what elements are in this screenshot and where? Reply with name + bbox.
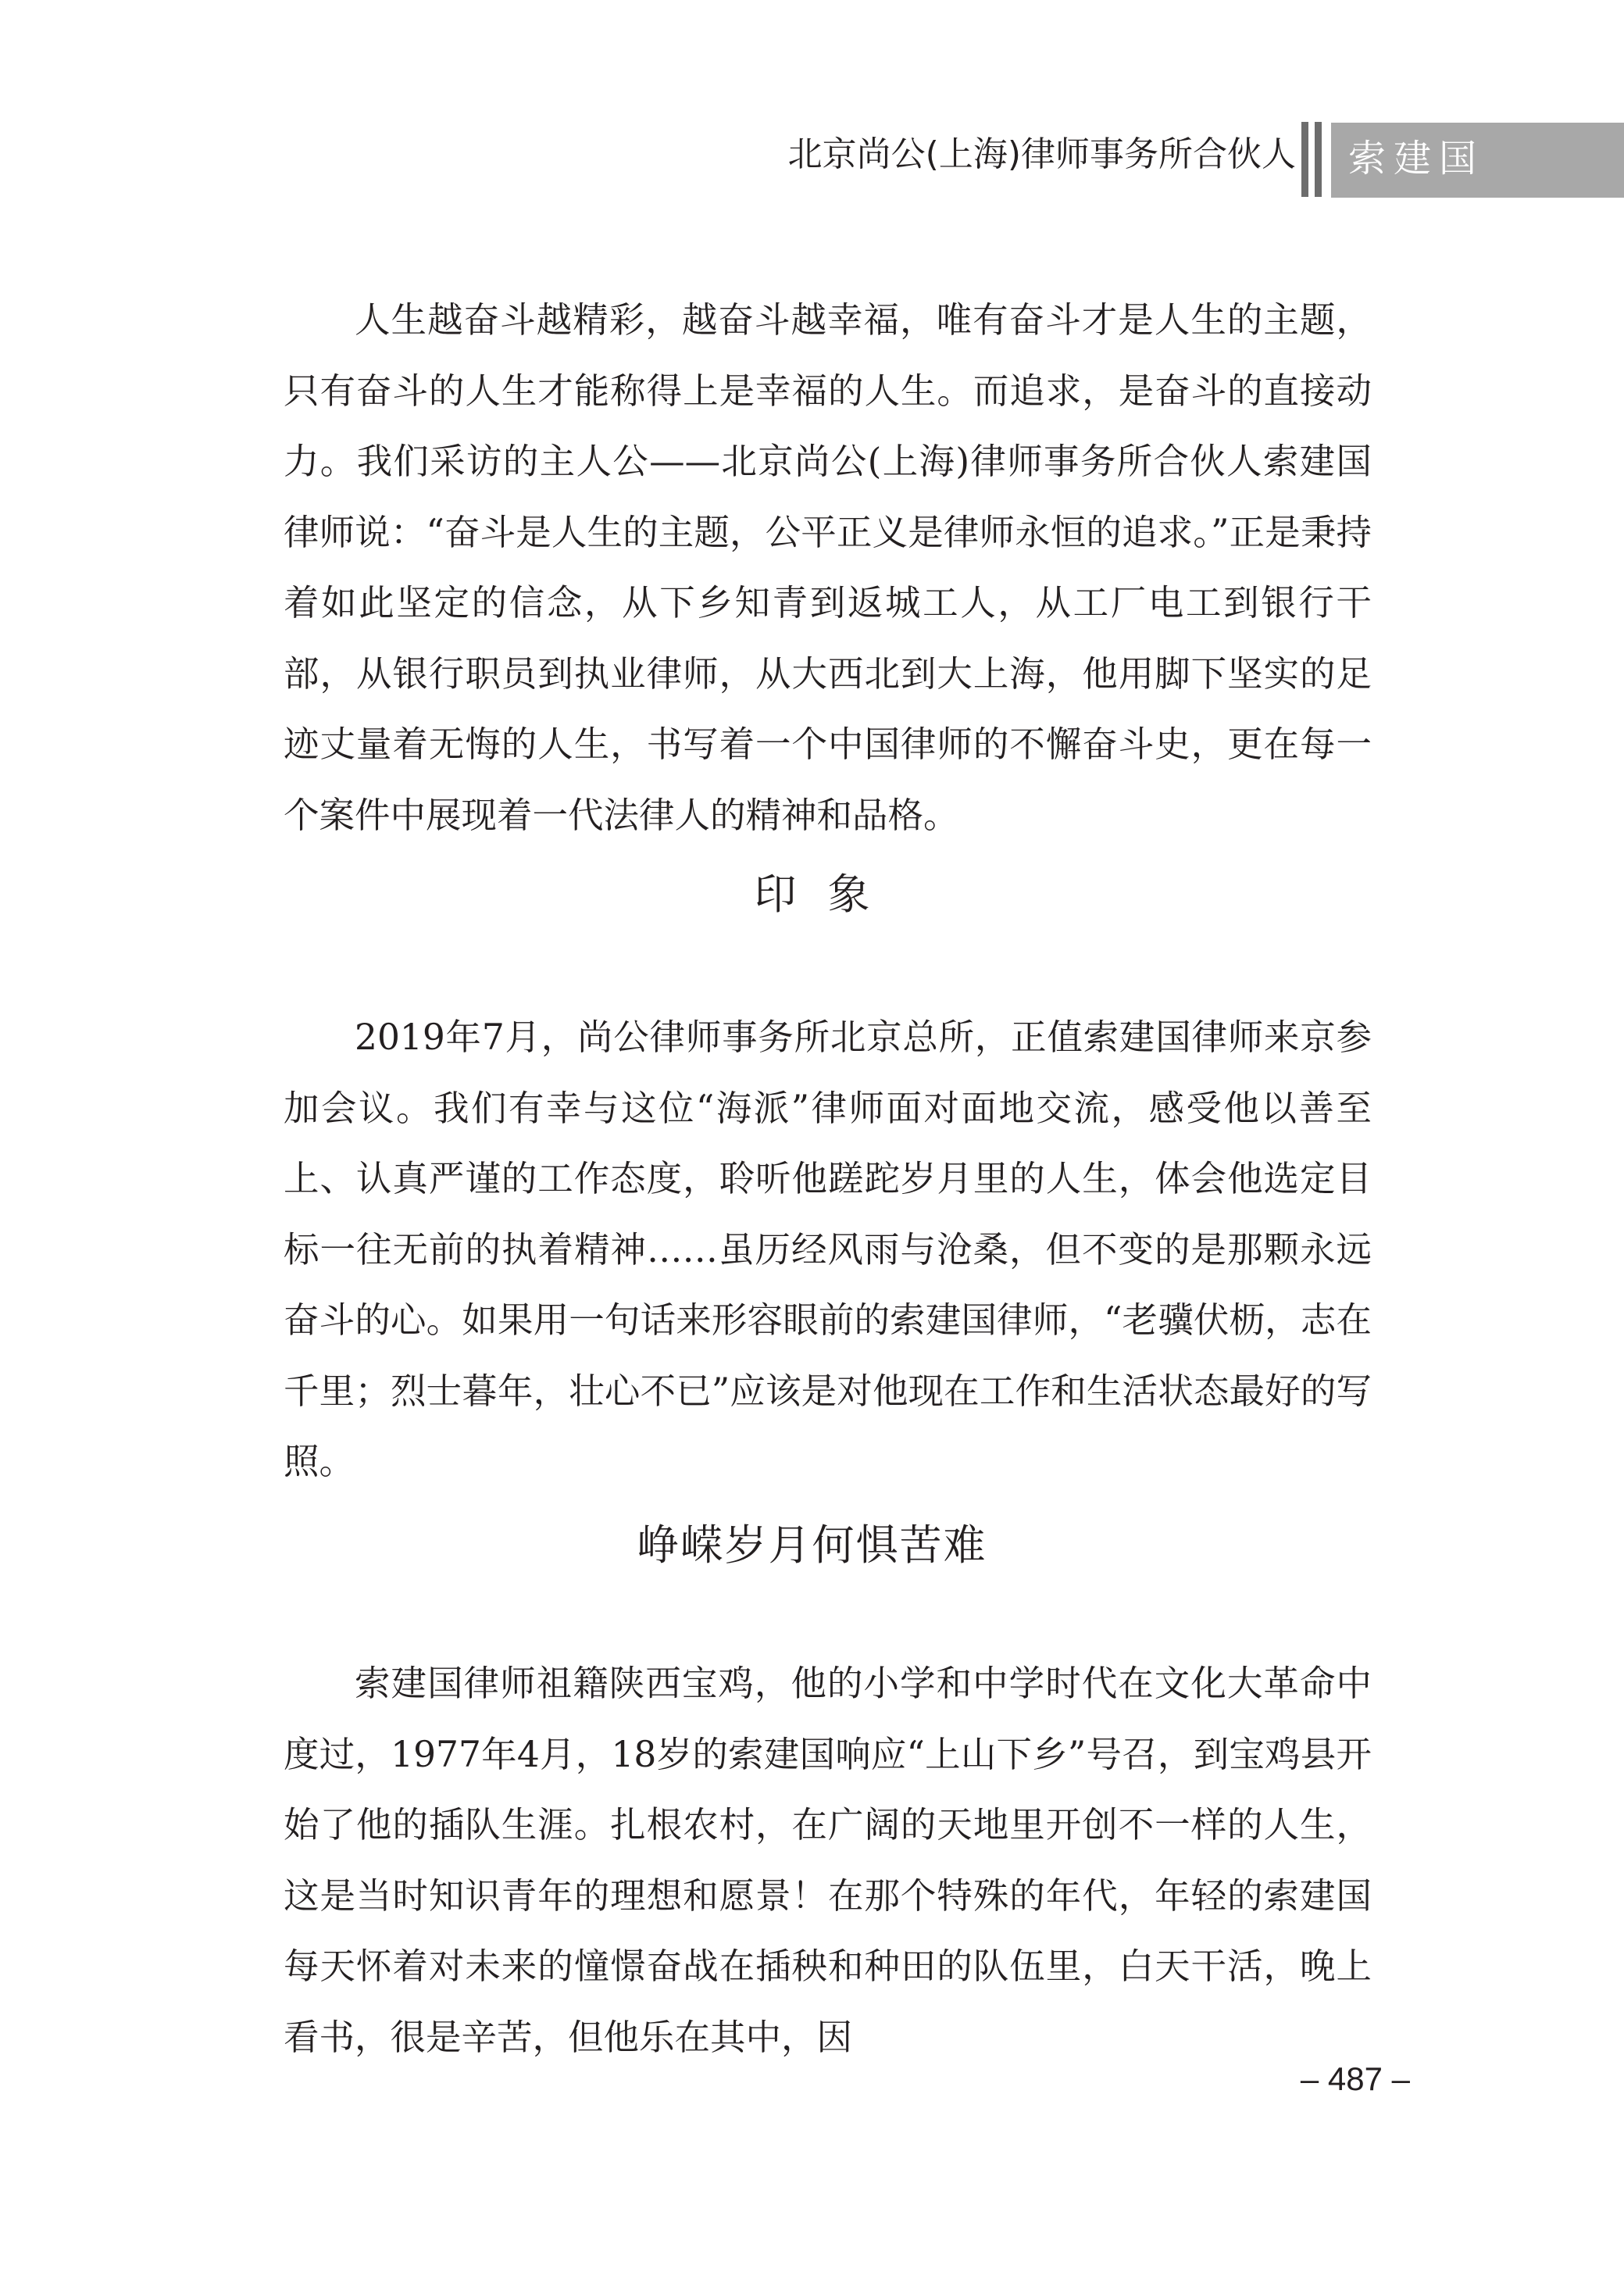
section-heading-impression: 印象 xyxy=(754,870,901,919)
header-divider-bar xyxy=(1315,122,1322,197)
page-number: – 487 – xyxy=(1300,2060,1410,2097)
header-divider-bar xyxy=(1301,122,1308,197)
intro-paragraph: 人生越奋斗越精彩，越奋斗越幸福，唯有奋斗才是人生的主题，只有奋斗的人生才能称得上是幸福的人生。而追求，是奋斗的直接动力。我们采访的主人公——北京尚公(上海)律师事务所合伙人索建国律师说：“奋斗是人生的主题，公平正义是律师永恒的追求。”正是秉持着如此坚定的信念，从下乡知青到返城工人，从工厂电工到银行干部，从银行职员到执业律师，从大西北到大上海，他用脚下坚实的足迹丈量着无悔的人生，书写着一个中国律师的不懈奋斗史，更在每一个案件中展现着一代法律人的精神和品格。 xyxy=(284,299,1372,836)
running-header-title: 北京尚公(上海)律师事务所合伙人 xyxy=(787,134,1296,174)
story-paragraph: 索建国律师祖籍陕西宝鸡，他的小学和中学时代在文化大革命中度过，1977年4月，18岁的索建国响应“上山下乡”号召，到宝鸡县开始了他的插队生涯。扎根农村，在广阔的天地里开创不一样的人生，这是当时知识青年的理想和愿景！在那个特殊的年代，年轻的索建国每天怀着对未来的憧憬奋战在插秧和种田的队伍里，白天干活，晚上看书，很是辛苦，但他乐在其中，因 xyxy=(284,1663,1372,2058)
impression-paragraph: 2019年7月，尚公律师事务所北京总所，正值索建国律师来京参加会议。我们有幸与这位“海派”律师面对面地交流，感受他以善至上、认真严谨的工作态度，聆听他蹉跎岁月里的人生，体会他选定目标一往无前的执着精神……虽历经风雨与沧桑，但不变的是那颗永远奋斗的心。如果用一句话来形容眼前的索建国律师，“老骥伏枥，志在千里；烈士暮年，壮心不已”应该是对他现在工作和生活状态最好的写照。 xyxy=(284,1017,1372,1482)
section-heading-years: 峥嵘岁月何惧苦难 xyxy=(637,1520,987,1570)
header-person-name: 索建国 xyxy=(1348,137,1485,180)
header-name-tab xyxy=(1331,123,1624,198)
